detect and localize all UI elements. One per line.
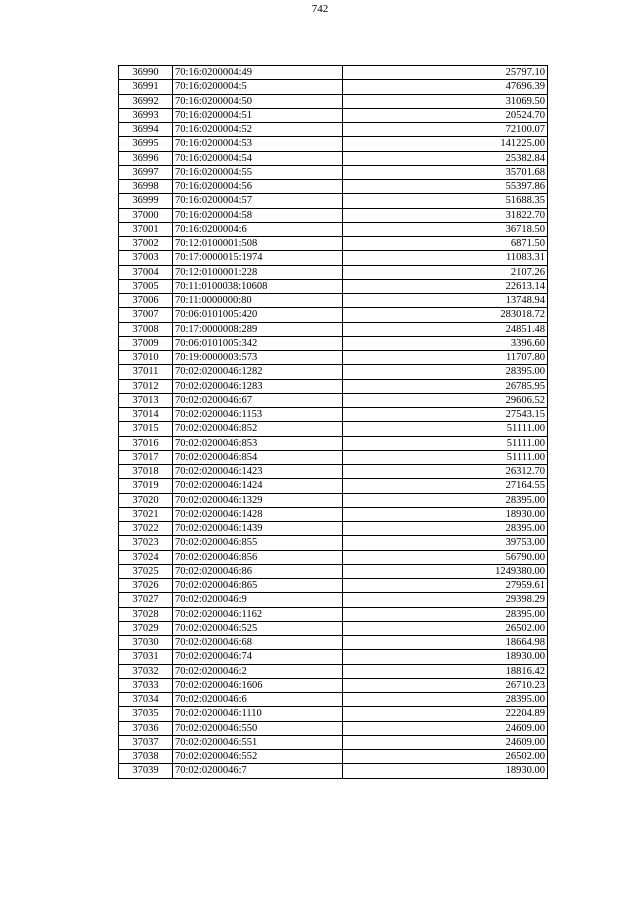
table-row [119,579,548,593]
value-cell: 29606.52 [343,393,548,407]
cadastral-number-cell: 70:02:0200046:1162 [173,607,343,621]
row-number-cell: 37009 [119,336,173,350]
value-cell: 29398.29 [343,593,548,607]
value-cell: 18930.00 [343,650,548,664]
value-cell: 51688.35 [343,194,548,208]
value-cell: 72100.07 [343,123,548,137]
table-row [119,536,548,550]
table-row [119,123,548,137]
value-cell: 28395.00 [343,522,548,536]
row-number-cell: 36996 [119,151,173,165]
value-cell: 55397.86 [343,180,548,194]
table-row [119,294,548,308]
value-cell: 18930.00 [343,507,548,521]
value-cell: 25797.10 [343,66,548,80]
row-number-cell: 37004 [119,265,173,279]
row-number-cell: 37036 [119,721,173,735]
row-number-cell: 37002 [119,237,173,251]
row-number-cell: 37026 [119,579,173,593]
table-row [119,693,548,707]
table-row [119,194,548,208]
row-number-cell: 37021 [119,507,173,521]
value-cell: 39753.00 [343,536,548,550]
cadastral-number-cell: 70:19:0000003:573 [173,351,343,365]
value-cell: 18816.42 [343,664,548,678]
cadastral-number-cell: 70:16:0200004:6 [173,222,343,236]
value-cell: 28395.00 [343,693,548,707]
table-row [119,507,548,521]
row-number-cell: 37005 [119,279,173,293]
cadastral-number-cell: 70:02:0200046:67 [173,393,343,407]
cadastral-number-cell: 70:06:0101005:342 [173,336,343,350]
row-number-cell: 36990 [119,66,173,80]
cadastral-number-cell: 70:16:0200004:49 [173,66,343,80]
cadastral-number-cell: 70:16:0200004:57 [173,194,343,208]
row-number-cell: 36995 [119,137,173,151]
value-cell: 283018.72 [343,308,548,322]
row-number-cell: 37025 [119,564,173,578]
cadastral-number-cell: 70:02:0200046:855 [173,536,343,550]
table-row [119,621,548,635]
cadastral-number-cell: 70:02:0200046:1423 [173,465,343,479]
row-number-cell: 36992 [119,94,173,108]
row-number-cell: 37039 [119,764,173,778]
cadastral-number-cell: 70:02:0200046:852 [173,422,343,436]
cadastral-number-cell: 70:02:0200046:525 [173,621,343,635]
row-number-cell: 37038 [119,750,173,764]
value-cell: 22204.89 [343,707,548,721]
cadastral-number-cell: 70:17:0000008:289 [173,322,343,336]
row-number-cell: 37029 [119,621,173,635]
table-row [119,422,548,436]
cadastral-number-cell: 70:02:0200046:1606 [173,678,343,692]
table-row [119,664,548,678]
table-row [119,522,548,536]
cadastral-number-cell: 70:02:0200046:1283 [173,379,343,393]
row-number-cell: 37006 [119,294,173,308]
row-number-cell: 37022 [119,522,173,536]
cadastral-number-cell: 70:02:0200046:854 [173,450,343,464]
cadastral-number-cell: 70:02:0200046:86 [173,564,343,578]
table-row [119,180,548,194]
row-number-cell: 36998 [119,180,173,194]
row-number-cell: 37035 [119,707,173,721]
value-cell: 26312.70 [343,465,548,479]
cadastral-number-cell: 70:02:0200046:1153 [173,408,343,422]
cadastral-number-cell: 70:02:0200046:853 [173,436,343,450]
row-number-cell: 37023 [119,536,173,550]
cadastral-number-cell: 70:02:0200046:1282 [173,365,343,379]
table-row [119,66,548,80]
row-number-cell: 36999 [119,194,173,208]
value-cell: 47696.39 [343,80,548,94]
cadastral-number-cell: 70:16:0200004:54 [173,151,343,165]
table-row [119,251,548,265]
table-row [119,735,548,749]
cadastral-number-cell: 70:02:0200046:6 [173,693,343,707]
table-row [119,750,548,764]
table-row [119,479,548,493]
table-row [119,322,548,336]
row-number-cell: 37028 [119,607,173,621]
row-number-cell: 37019 [119,479,173,493]
cadastral-number-cell: 70:02:0200046:2 [173,664,343,678]
value-cell: 31069.50 [343,94,548,108]
table-row [119,564,548,578]
cadastral-number-cell: 70:02:0200046:68 [173,636,343,650]
cadastral-number-cell: 70:02:0200046:1329 [173,493,343,507]
value-cell: 51111.00 [343,422,548,436]
cadastral-number-cell: 70:02:0200046:865 [173,579,343,593]
row-number-cell: 36993 [119,108,173,122]
cadastral-number-cell: 70:02:0200046:1439 [173,522,343,536]
row-number-cell: 37033 [119,678,173,692]
table-row [119,351,548,365]
value-cell: 3396.60 [343,336,548,350]
value-cell: 26710.23 [343,678,548,692]
value-cell: 24851.48 [343,322,548,336]
cadastral-number-cell: 70:12:0100001:508 [173,237,343,251]
table-row [119,165,548,179]
cadastral-number-cell: 70:02:0200046:1424 [173,479,343,493]
value-cell: 11707.80 [343,351,548,365]
registry-table [118,65,548,779]
row-number-cell: 37013 [119,393,173,407]
table-row [119,336,548,350]
table-row [119,279,548,293]
row-number-cell: 36997 [119,165,173,179]
row-number-cell: 37017 [119,450,173,464]
row-number-cell: 37001 [119,222,173,236]
value-cell: 18930.00 [343,764,548,778]
value-cell: 24609.00 [343,735,548,749]
table-row [119,208,548,222]
value-cell: 28395.00 [343,493,548,507]
row-number-cell: 36994 [119,123,173,137]
row-number-cell: 37014 [119,408,173,422]
cadastral-number-cell: 70:11:0100038:10608 [173,279,343,293]
row-number-cell: 36991 [119,80,173,94]
value-cell: 26502.00 [343,750,548,764]
table-row [119,465,548,479]
cadastral-number-cell: 70:02:0200046:9 [173,593,343,607]
row-number-cell: 37003 [119,251,173,265]
cadastral-number-cell: 70:16:0200004:58 [173,208,343,222]
value-cell: 11083.31 [343,251,548,265]
value-cell: 141225.00 [343,137,548,151]
value-cell: 31822.70 [343,208,548,222]
table-row [119,707,548,721]
row-number-cell: 37027 [119,593,173,607]
cadastral-number-cell: 70:02:0200046:74 [173,650,343,664]
row-number-cell: 37012 [119,379,173,393]
row-number-cell: 37011 [119,365,173,379]
cadastral-number-cell: 70:17:0000015:1974 [173,251,343,265]
value-cell: 6871.50 [343,237,548,251]
value-cell: 28395.00 [343,365,548,379]
cadastral-number-cell: 70:02:0200046:1110 [173,707,343,721]
value-cell: 18664.98 [343,636,548,650]
value-cell: 24609.00 [343,721,548,735]
value-cell: 25382.84 [343,151,548,165]
cadastral-number-cell: 70:02:0200046:552 [173,750,343,764]
cadastral-number-cell: 70:16:0200004:51 [173,108,343,122]
row-number-cell: 37007 [119,308,173,322]
cadastral-number-cell: 70:02:0200046:550 [173,721,343,735]
value-cell: 26785.95 [343,379,548,393]
value-cell: 2107.26 [343,265,548,279]
table-row [119,308,548,322]
cadastral-number-cell: 70:16:0200004:56 [173,180,343,194]
cadastral-number-cell: 70:16:0200004:50 [173,94,343,108]
cadastral-number-cell: 70:16:0200004:5 [173,80,343,94]
registry-table-body [119,66,548,779]
value-cell: 1249380.00 [343,564,548,578]
table-row [119,450,548,464]
value-cell: 27959.61 [343,579,548,593]
cadastral-number-cell: 70:16:0200004:53 [173,137,343,151]
row-number-cell: 37020 [119,493,173,507]
value-cell: 27543.15 [343,408,548,422]
row-number-cell: 37000 [119,208,173,222]
cadastral-number-cell: 70:02:0200046:551 [173,735,343,749]
table-row [119,650,548,664]
row-number-cell: 37032 [119,664,173,678]
value-cell: 36718.50 [343,222,548,236]
table-row [119,550,548,564]
cadastral-number-cell: 70:06:0101005:420 [173,308,343,322]
table-row [119,80,548,94]
value-cell: 13748.94 [343,294,548,308]
cadastral-number-cell: 70:16:0200004:52 [173,123,343,137]
table-row [119,222,548,236]
cadastral-number-cell: 70:11:0000000:80 [173,294,343,308]
value-cell: 51111.00 [343,436,548,450]
row-number-cell: 37034 [119,693,173,707]
row-number-cell: 37018 [119,465,173,479]
page-number: 742 [311,3,329,15]
table-row [119,636,548,650]
row-number-cell: 37008 [119,322,173,336]
table-row [119,493,548,507]
table-row [119,393,548,407]
table-row [119,365,548,379]
value-cell: 22613.14 [343,279,548,293]
table-row [119,678,548,692]
cadastral-number-cell: 70:16:0200004:55 [173,165,343,179]
table-row [119,408,548,422]
row-number-cell: 37016 [119,436,173,450]
row-number-cell: 37024 [119,550,173,564]
table-row [119,607,548,621]
row-number-cell: 37015 [119,422,173,436]
table-row [119,108,548,122]
row-number-cell: 37030 [119,636,173,650]
value-cell: 27164.55 [343,479,548,493]
value-cell: 51111.00 [343,450,548,464]
table-row [119,265,548,279]
table-row [119,379,548,393]
value-cell: 26502.00 [343,621,548,635]
table-row [119,237,548,251]
table-row [119,137,548,151]
row-number-cell: 37037 [119,735,173,749]
cadastral-number-cell: 70:02:0200046:1428 [173,507,343,521]
row-number-cell: 37031 [119,650,173,664]
value-cell: 28395.00 [343,607,548,621]
cadastral-number-cell: 70:12:0100001:228 [173,265,343,279]
cadastral-number-cell: 70:02:0200046:856 [173,550,343,564]
table-row [119,764,548,778]
table-row [119,151,548,165]
value-cell: 20524.70 [343,108,548,122]
value-cell: 35701.68 [343,165,548,179]
cadastral-number-cell: 70:02:0200046:7 [173,764,343,778]
row-number-cell: 37010 [119,351,173,365]
table-row [119,721,548,735]
table-row [119,94,548,108]
table-row [119,593,548,607]
value-cell: 56790.00 [343,550,548,564]
table-row [119,436,548,450]
